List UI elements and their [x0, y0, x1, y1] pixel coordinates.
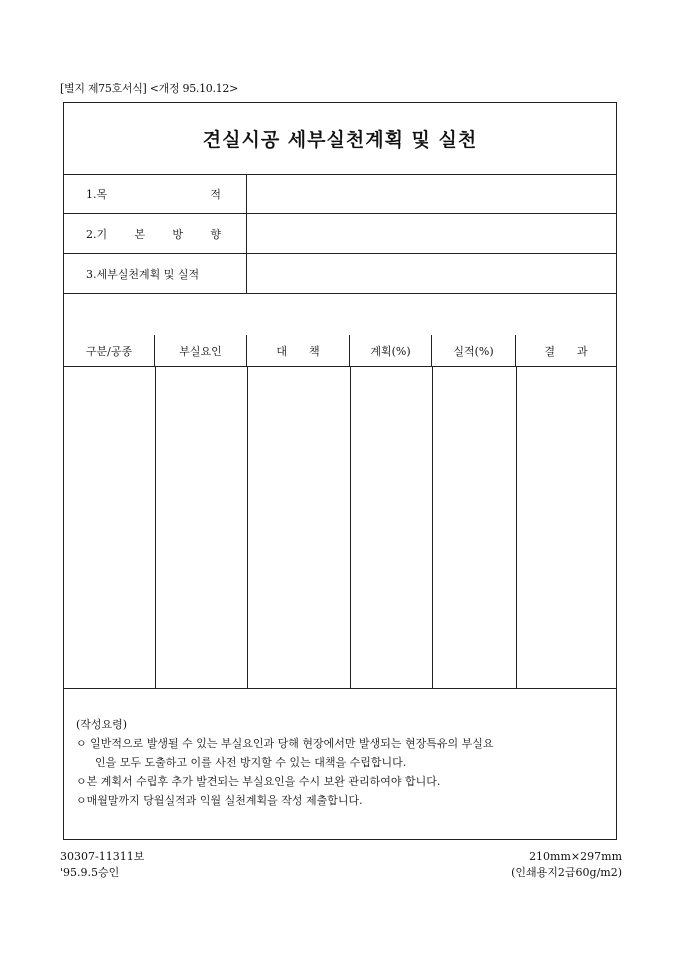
column-divider	[247, 367, 248, 688]
instruction-item-2: ㅇ본 계획서 수립후 추가 발견되는 부실요인을 수시 보완 관리하여야 합니다.	[76, 775, 441, 788]
column-divider	[516, 367, 517, 688]
table-body[interactable]	[64, 367, 616, 689]
col-defect-cause-header: 부실요인	[155, 335, 247, 366]
footer-right	[511, 849, 622, 881]
instructions-heading: (작성요령)	[76, 718, 128, 731]
form-code: 30307-11311보	[60, 850, 145, 863]
paper-spec: (인쇄용지2급60g/m2)	[511, 866, 622, 879]
plan-row	[64, 254, 616, 294]
purpose-label-num: 1.목	[86, 187, 108, 201]
paper-size: 210mm×297mm	[529, 850, 622, 863]
form-title: 견실시공 세부실천계획 및 실천	[64, 103, 616, 175]
instructions-section	[76, 715, 606, 810]
column-divider	[155, 367, 156, 688]
table-header-row	[64, 335, 616, 367]
plan-label: 3.세부실천계획 및 실적	[64, 254, 247, 293]
instruction-item-3: ㅇ매월말까지 당월실적과 익월 실천계획을 작성 제출합니다.	[76, 794, 363, 807]
basic-direction-value-field[interactable]	[247, 214, 616, 253]
col-result-header: 결 과	[544, 344, 588, 358]
footer-left	[60, 849, 144, 881]
plan-value-field[interactable]	[247, 254, 616, 293]
purpose-row	[64, 174, 616, 214]
basic-label-c2: 방	[172, 227, 184, 241]
instruction-item-1-cont: 인을 모두 도출하고 이를 사전 방지할 수 있는 대책을 수립합니다.	[95, 756, 407, 769]
purpose-label-tail: 적	[210, 187, 221, 201]
basic-label-c3: 향	[210, 227, 221, 241]
basic-direction-row	[64, 214, 616, 254]
form-table	[63, 102, 617, 840]
col-countermeasure-header: 대 책	[247, 335, 350, 366]
form-number-note: [별지 제75호서식] <개정 95.10.12>	[60, 82, 238, 95]
approval-date: '95.9.5승인	[60, 866, 120, 879]
instruction-item-1: ㅇ 일반적으로 발생될 수 있는 부실요인과 당해 현장에서만 발생되는 현장특유의 부실요	[76, 737, 494, 750]
col-category-header: 구분/공종	[64, 335, 155, 366]
column-divider	[432, 367, 433, 688]
col-actual-percent-header: 실적(%)	[432, 335, 516, 366]
basic-label-num: 2.기	[86, 227, 108, 241]
col-plan-percent-header: 계획(%)	[350, 335, 432, 366]
basic-label-c1: 본	[134, 227, 146, 241]
purpose-value-field[interactable]	[247, 174, 616, 213]
column-divider	[350, 367, 351, 688]
purpose-label	[64, 174, 247, 213]
basic-direction-label	[64, 214, 247, 253]
